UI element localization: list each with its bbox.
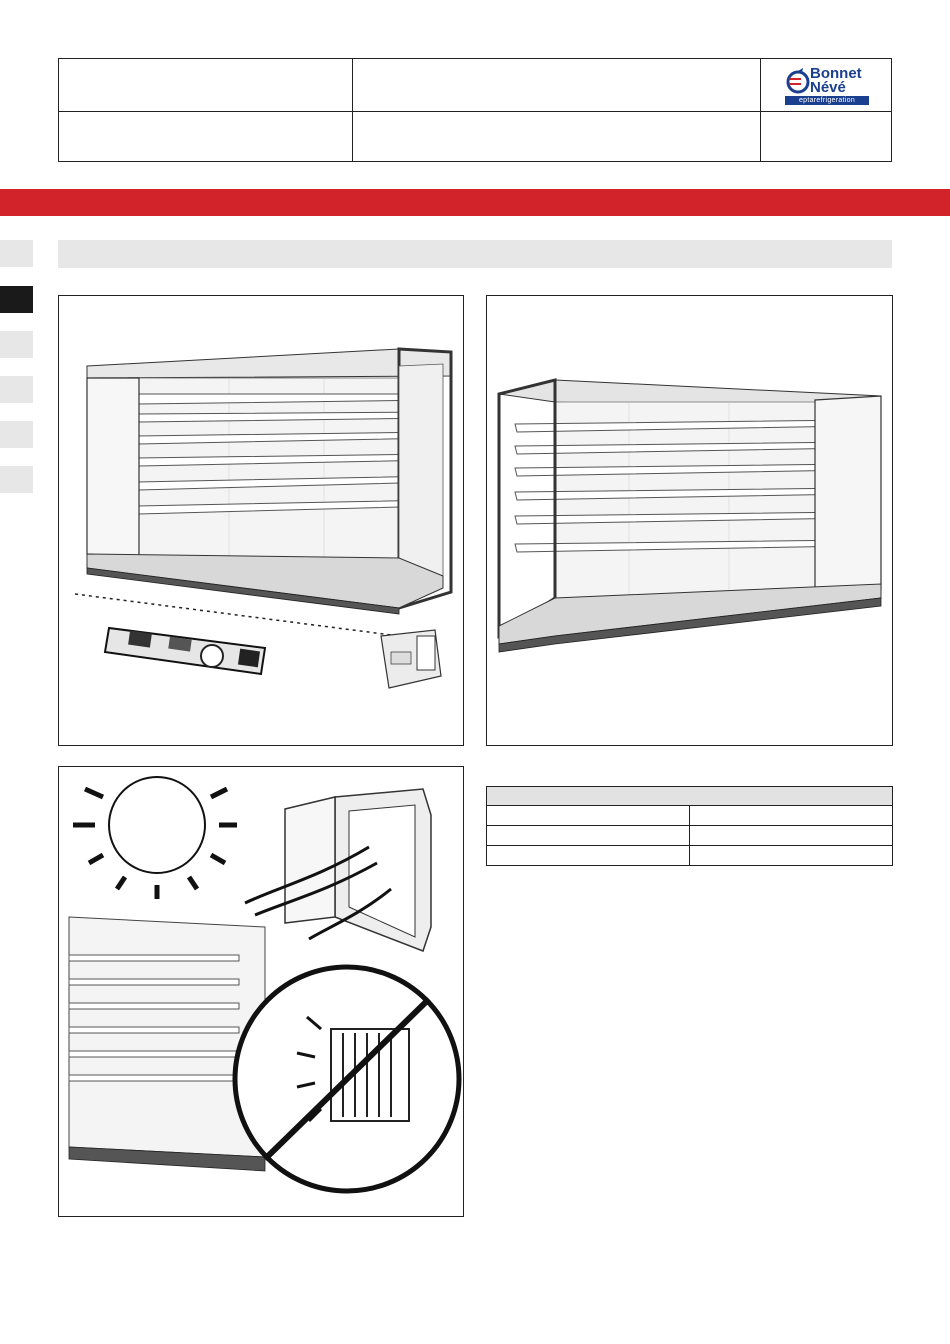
- logo-line1: Bonnet: [810, 65, 862, 82]
- spirit-level-icon: [105, 628, 265, 674]
- brand-swirl-icon: [785, 67, 811, 97]
- figure-2-panel: [486, 295, 893, 746]
- open-door-icon: [245, 789, 431, 951]
- no-heat-source-icon: [235, 967, 459, 1191]
- header-cell-page: [761, 112, 891, 161]
- section-banner: [58, 240, 892, 268]
- header-cell-logo: [761, 59, 891, 112]
- display-case-illustration: [487, 296, 892, 745]
- display-case-level-illustration: [59, 296, 463, 745]
- brand-logo: [785, 65, 869, 105]
- figure-1-panel: [58, 295, 464, 746]
- spec-table-row: [486, 806, 893, 826]
- figure-3-panel: [58, 766, 464, 1217]
- logo-tagline: eptarefrigeration: [785, 96, 869, 105]
- header-cell-ref: [59, 112, 353, 161]
- header-cell-model: [353, 59, 761, 112]
- header-cell-desc: [353, 112, 761, 161]
- accent-bar: [0, 189, 950, 216]
- heat-sources-warning-illustration: [59, 767, 463, 1216]
- sun-icon: [73, 777, 237, 899]
- side-tab-5[interactable]: [0, 421, 33, 448]
- side-tab-6[interactable]: [0, 466, 33, 493]
- spec-table-row: [486, 846, 893, 866]
- thermometer-icon: [381, 630, 441, 688]
- side-tab-4[interactable]: [0, 376, 33, 403]
- header-table: [58, 58, 892, 162]
- spec-table-header: [486, 786, 893, 806]
- side-tab-3[interactable]: [0, 331, 33, 358]
- side-tab-1[interactable]: [0, 240, 33, 267]
- side-tab-2-active[interactable]: [0, 286, 33, 313]
- spec-table-row: [486, 826, 893, 846]
- logo-line2: Névé: [810, 79, 846, 96]
- header-cell-title: [59, 59, 353, 112]
